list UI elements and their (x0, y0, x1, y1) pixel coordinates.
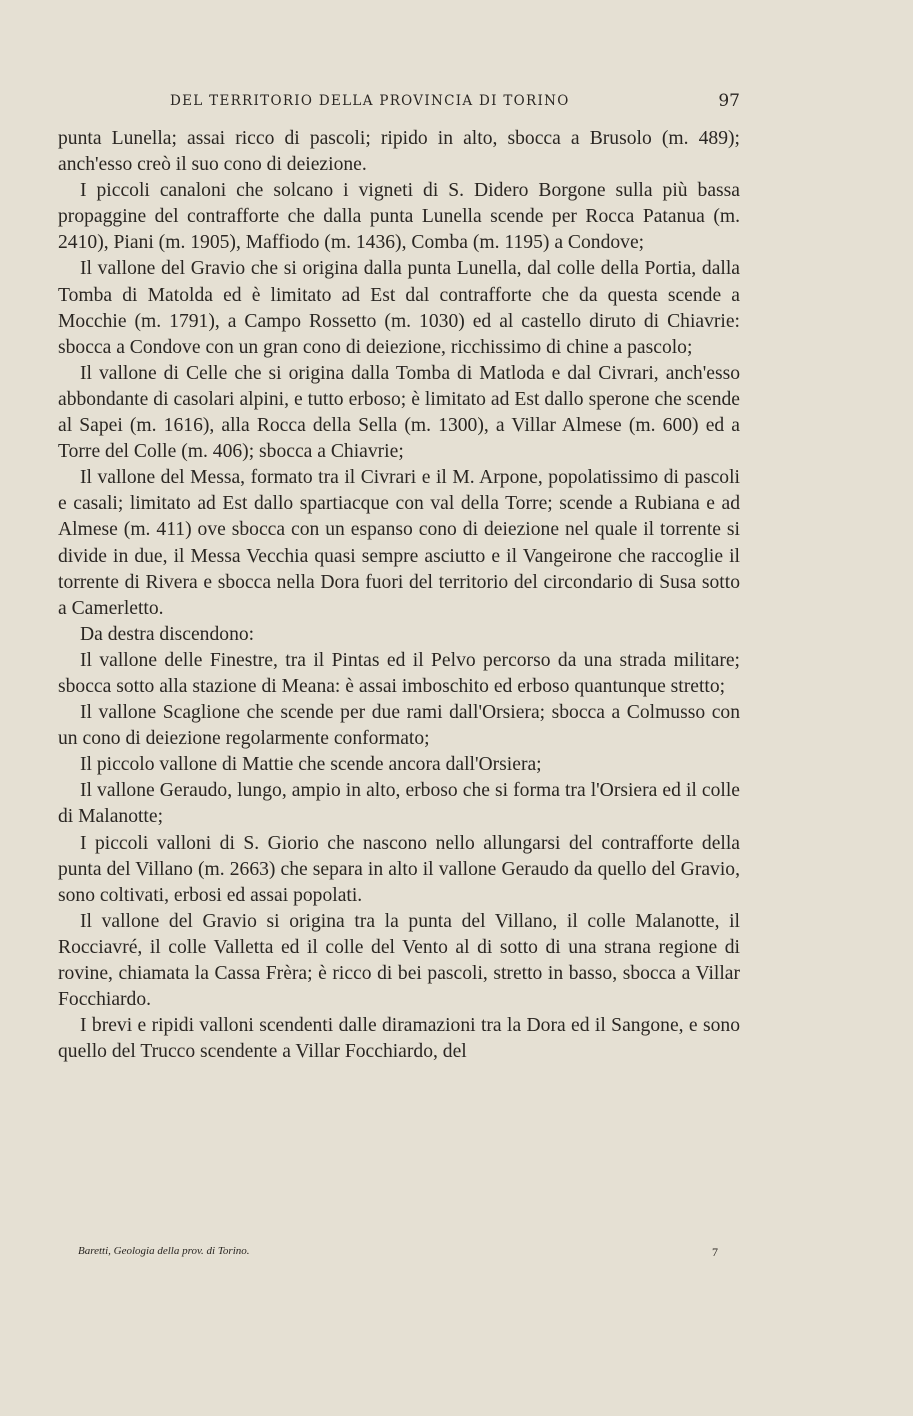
signature-mark: 7 (712, 1245, 718, 1259)
paragraph: Il vallone di Celle che si origina dalla Tomba di Matloda e dal Civrari, anch'esso abbondante di casolari alpini, e tutto erboso; è limitato ad Est dallo sperone che scende al Sapei (m. 1616), alla Rocca della Sella (m. 1300), a Villar Almese (m. 600) ed a Torre del Colle (m. 406); sbocca a Chiavrie; (58, 362, 740, 463)
paragraph: Il vallone del Gravio si origina tra la punta del Villano, il colle Malanotte, il Rocciavré, il colle Valletta ed il colle del Vento al di sotto di una strana regione di rovine, chiamata la Cassa Frèra; è ricco di bei pascoli, stretto in basso, sbocca a Villar Focchiardo. (58, 910, 740, 1011)
paragraph: punta Lunella; assai ricco di pascoli; ripido in alto, sbocca a Brusolo (m. 489); anch'esso creò il suo cono di deiezione. (58, 128, 740, 176)
paragraph: I piccoli valloni di S. Giorio che nascono nello allungarsi del contrafforte della punta del Villano (m. 2663) che separa in alto il vallone Geraudo da quello del Gravio, sono coltivati, erbosi ed assai popolati. (58, 832, 740, 906)
paragraph: Il vallone delle Finestre, tra il Pintas ed il Pelvo percorso da una strada militare; sbocca sotto alla stazione di Meana: è assai imboschito ed erboso quantunque stretto; (58, 649, 740, 697)
paragraph: I brevi e ripidi valloni scendenti dalle diramazioni tra la Dora ed il Sangone, e sono quello del Trucco scendente a Villar Focchiardo, del (58, 1015, 740, 1063)
footer-credit: Baretti, Geologia della prov. di Torino. (78, 1245, 250, 1257)
paragraph: Il vallone Scaglione che scende per due rami dall'Orsiera; sbocca a Colmusso con un cono di deiezione regolarmente conformato; (58, 702, 740, 750)
paragraph: Il vallone del Gravio che si origina dalla punta Lunella, dal colle della Portia, dalla Tomba di Matolda ed è limitato ad Est dal contrafforte che da questa scende a Mocchie (m. 1791), a Campo Rossetto (m. 1030) ed al castello diruto di Chiavrie: sbocca a Condove con un gran cono di deiezione, ricchissimo di chine a pascolo; (58, 258, 740, 358)
page-header (58, 93, 740, 117)
running-title: DEL TERRITORIO DELLA PROVINCIA DI TORINO (170, 93, 570, 109)
body-text (58, 126, 740, 1065)
paragraph: Il vallone del Messa, formato tra il Civrari e il M. Arpone, popolatissimo di pascoli e casali; limitato ad Est dallo spartiacque con val della Torre; scende a Rubiana e ad Almese (m. 411) ove sbocca con un espanso cono di deiezione nel quale il torrente si divide in due, il Messa Vecchia quasi sempre asciutto e il Vangeirone che raccoglie il torrente di Rivera e sbocca nella Dora fuori del territorio del circondario di Susa sotto a Camerletto. (58, 467, 740, 619)
paragraph: Il piccolo vallone di Mattie che scende ancora dall'Orsiera; (80, 754, 542, 776)
paragraph: Il vallone Geraudo, lungo, ampio in alto, erboso che si forma tra l'Orsiera ed il colle di Malanotte; (58, 780, 740, 828)
page-footer (78, 1245, 718, 1263)
page-number: 97 (718, 91, 740, 111)
paragraph: Da destra discendono: (80, 623, 255, 645)
paragraph: I piccoli canaloni che solcano i vigneti di S. Didero Borgone sulla più bassa propaggine del contrafforte che dalla punta Lunella scende per Rocca Patanua (m. 2410), Piani (m. 1905), Maffiodo (m. 1436), Comba (m. 1195) a Condove; (58, 180, 740, 254)
